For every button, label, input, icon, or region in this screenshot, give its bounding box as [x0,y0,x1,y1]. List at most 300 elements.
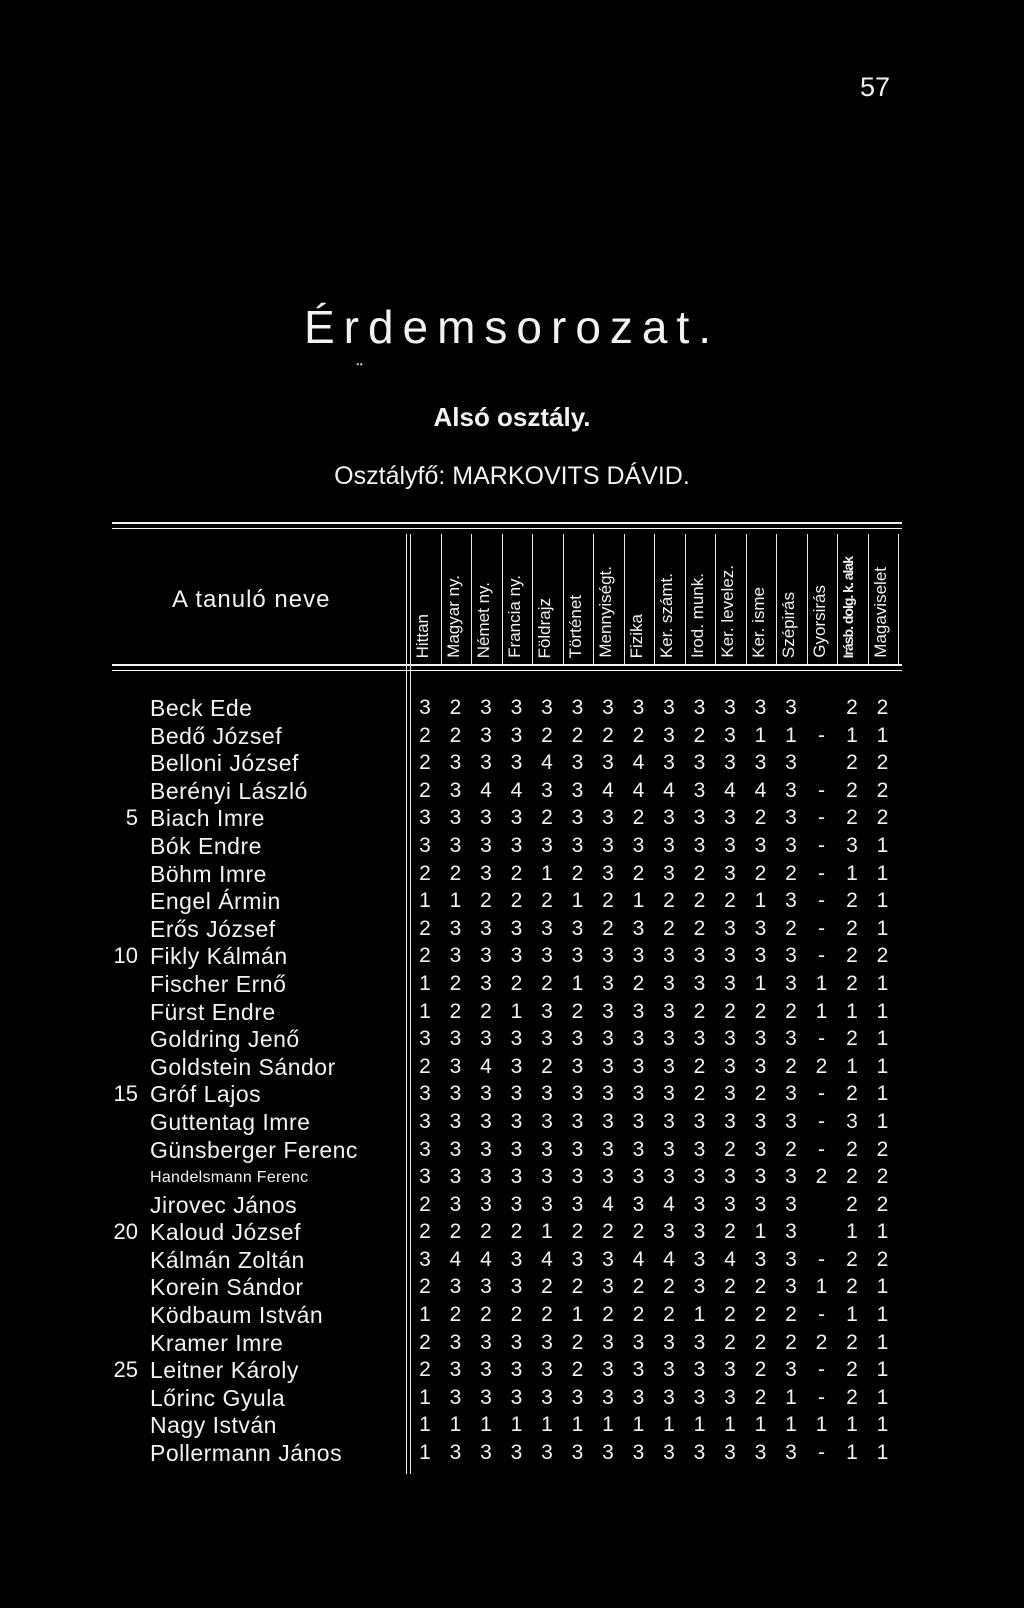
table-row [0,1302,1024,1330]
grade-cell: 1 [815,971,828,995]
grade-cell: 2 [815,1054,828,1078]
table-row [0,1219,1024,1247]
grade-cell: 3 [480,1441,492,1465]
grade-cell: 2 [876,1192,889,1216]
grade-cell: 3 [510,1385,523,1409]
grade-cell: 3 [449,1330,462,1354]
grade-cell: 2 [449,723,462,747]
grade-cell: 2 [571,1358,584,1382]
grade-cell: 3 [663,944,675,968]
student-name: Kramer Imre [150,1329,284,1356]
grade-cell: 4 [632,751,645,775]
grade-cell: 2 [876,806,889,830]
grade-cell: 3 [480,1330,492,1354]
grade-cell: 3 [541,944,553,968]
grade-cell: 3 [571,1247,584,1271]
grade-cell: 3 [602,833,614,857]
grade-cell: 3 [541,1137,553,1161]
grade-cell: 3 [785,1192,797,1216]
student-name: Leitner Károly [150,1357,299,1384]
grade-cell: 2 [419,1275,431,1299]
grade-cell: 2 [876,696,889,719]
table-row [0,1164,1024,1192]
grade-cell: 2 [785,1303,797,1327]
grade-cell: 3 [449,1385,462,1409]
grade-cell: 3 [724,833,736,857]
section-subtitle: Alsó osztály. [433,402,591,432]
grade-cell: 3 [510,1275,523,1299]
grade-cell: - [818,1082,825,1106]
table-row [0,1192,1024,1220]
grade-cell: 3 [510,1192,523,1216]
grade-cell: 3 [571,916,584,940]
grade-cell: 1 [510,999,523,1023]
grade-cell: 3 [663,971,675,995]
grade-cell: 2 [541,806,553,830]
grade-cell: 3 [510,1165,523,1189]
grade-cell: 2 [724,999,736,1023]
student-name: Guttentag Imre [150,1108,311,1135]
grade-cell: 3 [449,944,462,968]
grade-cell: 2 [632,1303,645,1327]
grade-cell: 2 [846,1247,858,1271]
student-name: Gróf Lajos [150,1081,262,1108]
grade-cell: - [818,1247,825,1271]
student-name: Goldstein Sándor [150,1053,336,1080]
subject-header-label: Magaviselet [870,567,890,658]
grade-cell: - [818,1137,825,1161]
grade-cell: 3 [663,999,675,1023]
grade-cell: 3 [632,1330,645,1354]
grade-cell: 4 [663,778,675,802]
grade-cell: 4 [724,1247,736,1271]
grade-cell: 3 [693,1247,706,1271]
grade-cell: 1 [754,889,767,913]
grade-cell: 3 [602,1054,614,1078]
subject-header-label: Ker. levelez. [718,565,737,658]
grade-cell: 3 [510,833,523,857]
grade-cell: 2 [846,1275,858,1299]
grade-cell: 3 [602,1330,614,1354]
grade-cell: 3 [663,861,675,885]
grade-cell: 1 [754,971,767,995]
grade-cell: 2 [846,778,858,802]
grade-cell: 1 [815,1275,828,1299]
table-row [0,1440,1024,1468]
grade-cell: 1 [876,861,889,885]
grade-cell: 3 [846,833,858,857]
grade-cell: - [818,723,825,747]
table-row [0,805,1024,833]
grade-cell: 1 [876,1303,889,1327]
grade-cell: 2 [846,916,858,940]
grade-cell: - [818,889,825,913]
grade-cell: 2 [754,999,767,1023]
grade-cell: 3 [785,1441,797,1465]
grade-cell: 3 [541,833,553,857]
grade-cell: 1 [876,916,889,940]
table-row [0,1274,1024,1302]
grade-cell: 4 [754,778,767,802]
grade-cell: 3 [510,696,523,719]
subject-header [471,540,501,660]
grade-cell: 3 [449,916,462,940]
grade-cell: 1 [876,1082,889,1106]
grade-cell: 3 [541,1165,553,1189]
grade-cell: 3 [602,944,614,968]
grade-cell: 3 [693,1220,706,1244]
grade-cell: 3 [663,1165,675,1189]
grade-cell: 2 [785,861,797,885]
grade-cell: 3 [571,1054,584,1078]
table-row [0,1026,1024,1054]
grade-cell: 2 [541,1303,553,1327]
grade-cell: 2 [541,971,553,995]
grade-cell: 3 [632,1137,645,1161]
grade-cell: 3 [693,1385,706,1409]
grade-cell: 3 [632,1192,645,1216]
student-name: Nagy István [150,1412,277,1439]
grade-cell: 1 [571,889,584,913]
grade-cell: 1 [632,889,645,913]
grade-cell: 3 [632,1385,645,1409]
grade-cell: 3 [785,944,797,968]
grade-cell: 2 [510,1303,523,1327]
subject-header [593,540,623,660]
grade-cell: - [818,833,825,857]
grade-cell: 3 [449,778,462,802]
grade-cell: 4 [449,1247,462,1271]
student-name: Belloni József [150,750,299,777]
grade-cell: 3 [724,1192,736,1216]
grade-cell: 2 [419,723,431,747]
grade-cell: 3 [571,696,584,719]
grade-cell: 1 [876,1385,889,1409]
grade-cell: 3 [632,1441,645,1465]
grade-cell: 1 [785,723,797,747]
grade-cell: 3 [449,1082,462,1106]
student-name: Jirovec János [150,1191,298,1218]
grade-cell: 2 [419,1192,431,1216]
grade-cell: - [818,1358,825,1382]
grade-cell: 3 [724,916,736,940]
grade-cell: 2 [724,1303,736,1327]
student-name: Böhm Imre [150,860,267,887]
grade-cell: 1 [571,1303,584,1327]
grade-cell: 3 [602,1027,614,1051]
grade-cell: 3 [693,751,706,775]
grade-cell: 2 [663,1275,675,1299]
grade-cell: 2 [510,861,523,885]
grade-cell: 3 [785,778,797,802]
table-row [0,888,1024,916]
grade-cell: 3 [724,751,736,775]
grade-cell: 2 [754,861,767,885]
grade-cell: 1 [846,1413,858,1437]
grade-cell: - [818,1385,825,1409]
grade-cell: 3 [602,1137,614,1161]
grade-cell: 3 [449,1192,462,1216]
grade-cell: 2 [724,1330,736,1354]
grade-cell: 2 [754,1275,767,1299]
subject-header [746,540,776,660]
grade-cell: 1 [754,1413,767,1437]
grade-cell: 3 [571,1137,584,1161]
table-row [0,943,1024,971]
grade-cell: 2 [632,971,645,995]
grade-cell: 3 [663,1082,675,1106]
grade-cell: 3 [571,1027,584,1051]
grade-cell: 3 [663,1441,675,1465]
student-name: Fürst Endre [150,998,276,1025]
student-name: Bók Endre [150,832,262,859]
grade-cell: 2 [724,1137,736,1161]
grade-cell: 2 [876,1137,889,1161]
subject-header-label: Magyar ny. [443,575,463,658]
table-row [0,861,1024,889]
table-row [0,1247,1024,1275]
grade-cell: 2 [419,1358,431,1382]
grade-cell: 3 [419,1109,431,1133]
grade-cell: 1 [876,1220,889,1244]
grade-cell: 3 [541,778,553,802]
grade-cell: 3 [724,1109,736,1133]
table-row [0,1385,1024,1413]
grade-cell: 2 [846,889,858,913]
grade-cell: 1 [876,833,889,857]
grade-cell: 2 [693,723,706,747]
grade-cell: 3 [480,1192,492,1216]
grade-cell: 3 [541,999,553,1023]
grade-cell: 2 [846,1385,858,1409]
table-row [0,778,1024,806]
page-title: Érdemsorozat. [303,301,721,353]
grade-cell: 2 [693,889,706,913]
grade-cell: 1 [754,723,767,747]
grade-cell: 2 [571,861,584,885]
grade-cell: 1 [846,861,858,885]
grade-cell: 3 [480,806,492,830]
grade-cell: 1 [876,971,889,995]
grade-cell: 3 [693,1137,706,1161]
grade-cell: 1 [876,1358,889,1382]
grade-cell: 3 [785,1082,797,1106]
grade-cell: 3 [693,1441,706,1465]
grade-cell: 2 [510,889,523,913]
grade-cell: 3 [480,916,492,940]
grade-cell: 3 [754,696,767,719]
grade-cell: 3 [602,1385,614,1409]
grade-cell: - [818,806,825,830]
grade-cell: - [818,1441,825,1465]
grade-cell: - [818,861,825,885]
grade-cell: 3 [602,696,614,719]
subject-header [715,540,745,660]
subject-header [654,540,684,660]
grade-cell: 1 [724,1413,736,1437]
grade-cell: 3 [419,1165,431,1189]
grade-cell: 2 [449,696,462,719]
grade-cell: 3 [754,916,767,940]
table-row [0,833,1024,861]
grade-cell: 2 [815,1165,828,1189]
grade-cell: 3 [480,833,492,857]
subject-header [410,540,440,660]
grade-cell: 2 [876,944,889,968]
table-top-rule [112,522,902,524]
grade-cell: 3 [785,1220,797,1244]
subject-header [563,540,593,660]
table-row [0,1330,1024,1358]
grade-cell: 2 [419,751,431,775]
grade-cell: 3 [602,861,614,885]
grade-cell: 1 [876,889,889,913]
grade-cell: 3 [846,1109,858,1133]
grade-cell: 3 [510,1358,523,1382]
grade-cell: 3 [785,1165,797,1189]
grade-cell: 1 [419,999,431,1023]
student-rows [0,695,1024,1468]
grade-cell: 1 [846,999,858,1023]
grade-cell: 3 [419,1137,431,1161]
grade-cell: 3 [480,1109,492,1133]
grade-cell: 1 [419,1441,431,1465]
grade-cell: 3 [785,696,797,719]
grade-cell: 3 [754,1441,767,1465]
grade-cell: 3 [754,1109,767,1133]
grade-cell: 2 [754,806,767,830]
grade-cell: 3 [693,1192,706,1216]
subject-header-label: Földrajz [535,597,554,658]
grade-cell: 3 [480,1385,492,1409]
grade-cell: 3 [571,778,584,802]
grade-cell: 3 [693,971,706,995]
grade-cell: 1 [632,1413,645,1437]
grade-cell: 2 [693,1082,706,1106]
grade-cell: 3 [449,751,462,775]
grade-cell: 2 [785,1054,797,1078]
grade-cell: 3 [602,999,614,1023]
page-number: 57 [860,72,891,102]
grade-cell: 3 [663,1054,675,1078]
grade-cell: 2 [632,806,645,830]
grade-cell: 2 [541,723,553,747]
subject-header-label: Irod. munk. [687,572,707,658]
grade-cell: 2 [663,1303,675,1327]
grade-cell: 3 [510,1027,523,1051]
grade-cell: 3 [754,944,767,968]
grade-cell: 3 [754,833,767,857]
grade-cell: 1 [876,1027,889,1051]
grade-cell: 3 [419,833,431,857]
grade-cell: 3 [510,1054,523,1078]
grade-cell: 4 [632,778,645,802]
grade-cell: 2 [846,1165,858,1189]
subject-header [502,540,532,660]
subject-header [776,540,806,660]
class-teacher-line: Osztályfő: MARKOVITS DÁVID. [334,462,690,490]
grade-cell: 3 [480,1358,492,1382]
grade-cell: 3 [724,806,736,830]
grade-cell: 1 [785,1385,797,1409]
grade-cell: 1 [876,999,889,1023]
grade-cell: 2 [419,1220,431,1244]
grade-cell: 3 [632,1082,645,1106]
grade-cell: 1 [815,999,828,1023]
subject-header-label: Irásb. dolg. k. alak [840,556,856,658]
row-number: 5 [125,805,138,831]
grade-cell: 3 [571,751,584,775]
grade-cell: 3 [510,1247,523,1271]
grade-cell: 3 [602,751,614,775]
grade-cell: - [818,1303,825,1327]
grade-cell: 2 [571,999,584,1023]
grade-cell: 2 [571,723,584,747]
table-row [0,916,1024,944]
grade-cell: 2 [846,1137,858,1161]
grade-cell: 1 [876,1109,889,1133]
name-column-header: A tanuló neve [172,586,331,613]
student-name: Lőrinc Gyula [150,1384,286,1411]
grade-cell: 2 [449,971,462,995]
grade-cell: 3 [602,1275,614,1299]
grade-cell: 3 [602,806,614,830]
grade-cell: 3 [449,1054,462,1078]
grade-cell: 4 [602,778,614,802]
grade-cell: 1 [571,1413,584,1437]
grade-cell: 2 [449,1303,462,1327]
grade-cell: 3 [449,1441,462,1465]
row-number: 15 [113,1081,138,1107]
grade-cell: 1 [602,1413,614,1437]
subject-header-label: Ker. számt. [657,572,676,658]
grade-cell: 3 [663,696,675,719]
grade-cell: 3 [663,723,675,747]
grade-cell: 3 [724,1165,736,1189]
student-name: Kaloud József [150,1219,301,1246]
grade-cell: 3 [785,1275,797,1299]
grade-cell: 1 [846,1441,858,1465]
subject-header-label: Fizika [626,613,646,658]
grade-cell: 2 [602,1303,614,1327]
grade-cell: 3 [602,1109,614,1133]
grade-cell: 1 [449,1413,462,1437]
grade-cell: 3 [602,971,614,995]
grade-cell: 3 [663,751,675,775]
table-row [0,1412,1024,1440]
grade-cell: 2 [419,1054,431,1078]
grade-cell: 1 [571,971,584,995]
student-name: Ködbaum István [150,1302,324,1329]
grade-cell: 3 [571,1385,584,1409]
table-header-rule [112,664,902,666]
grade-cell: 3 [541,1358,553,1382]
subject-header [441,540,471,660]
grade-cell: 1 [754,1220,767,1244]
grade-cell: 3 [541,1192,553,1216]
grade-cell: 2 [785,1137,797,1161]
grade-cell: 3 [632,696,645,719]
grade-cell: 2 [724,889,736,913]
grade-cell: 2 [632,1220,645,1244]
grade-cell: 3 [632,1054,645,1078]
student-name: Berényi László [150,777,308,804]
grade-cell: 3 [480,1137,492,1161]
grade-cell: 3 [663,1385,675,1409]
grade-cell: 3 [480,861,492,885]
grade-cell: 2 [480,999,492,1023]
grade-cell: 4 [510,778,523,802]
